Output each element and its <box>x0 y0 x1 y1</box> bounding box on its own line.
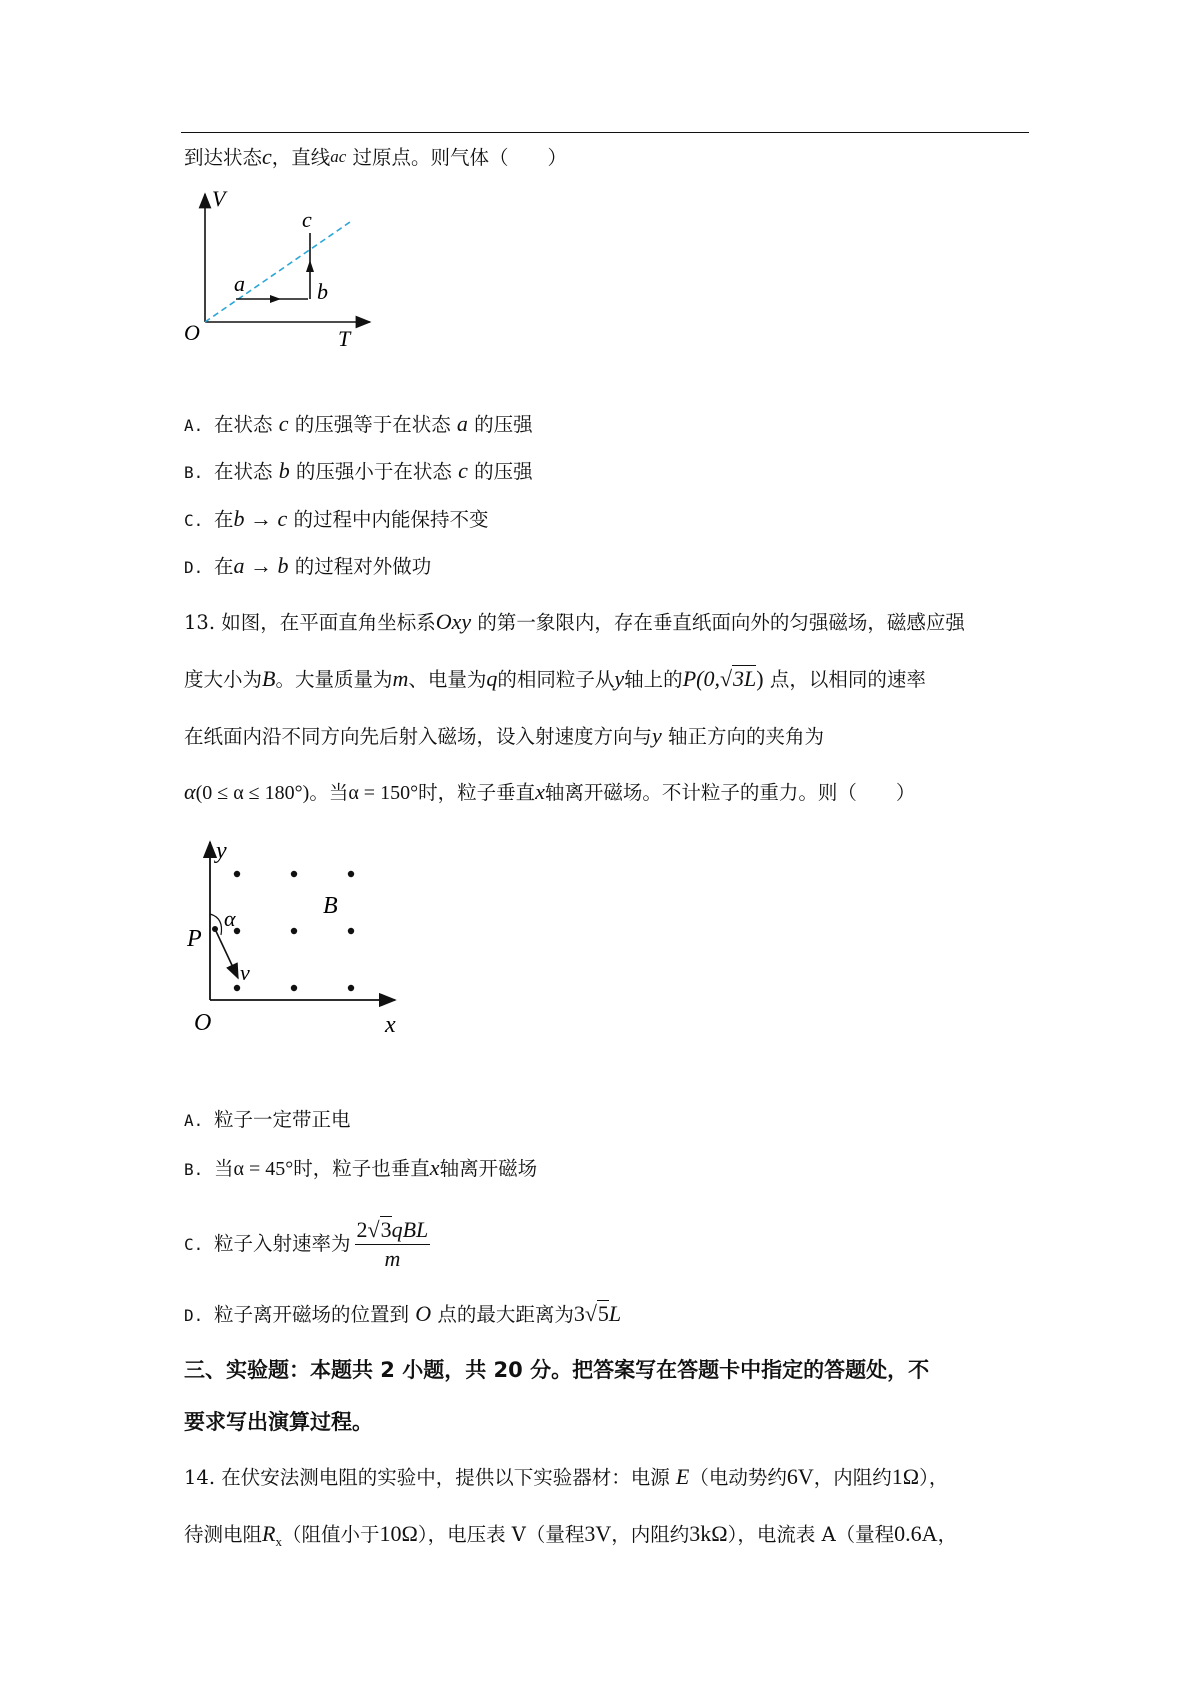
q13-stem-line2: 度大小为B。大量质量为m、电量为q的相同粒子从y轴上的P(0,√3L) 点，以相同的速率 <box>184 666 926 691</box>
t-axis-label: T <box>338 326 351 351</box>
vt-graph-figure <box>180 188 380 358</box>
q14-stem-line2: 待测电阻$R_x$（阻值小于10Ω），电压表 V（量程3V，内阻约3kΩ），电流表 A（量程0.6A， <box>184 1521 958 1549</box>
x-axis-label: x <box>385 1012 396 1036</box>
q13-option-d: D. 粒子离开磁场的位置到 O 点的最大距离为3√5L <box>184 1301 622 1326</box>
ac-dashed-line <box>205 222 350 322</box>
header-rule <box>181 132 1029 133</box>
q13-stem-line3: 在纸面内沿不同方向先后射入磁场，设入射速度方向与y 轴正方向的夹角为 <box>184 723 824 748</box>
magnetic-field-figure <box>180 836 420 1036</box>
alpha-label: α <box>224 906 236 931</box>
origin-label: O <box>194 1010 212 1036</box>
v-axis-label: V <box>212 188 226 211</box>
q12-option-c: C. 在b → c 的过程中内能保持不变 <box>184 506 489 531</box>
q12-option-b: B. 在状态 b 的压强小于在状态 c 的压强 <box>184 458 533 483</box>
section-three-heading-line2: 要求写出演算过程。 <box>184 1410 373 1434</box>
origin-label: O <box>184 320 200 345</box>
q13-option-c: C. 粒子入射速率为 $\frac{\text{2√3qBL}}{m}$ <box>184 1217 429 1271</box>
q12-option-a: A. 在状态 c 的压强等于在状态 a 的压强 <box>184 411 533 436</box>
q13-stem-line1: 13. 如图，在平面直角坐标系Oxy 的第一象限内，存在垂直纸面向外的匀强磁场，磁感应强 <box>184 609 965 634</box>
velocity-fraction: $\frac{\text{2√3qBL}}{m}$ <box>356 1217 429 1271</box>
q12-option-d: D. 在a → b 的过程对外做功 <box>184 553 432 578</box>
y-axis-label: y <box>216 838 227 864</box>
point-b-label: b <box>317 279 328 304</box>
v-label: v <box>240 960 250 985</box>
velocity-arrow <box>215 929 238 978</box>
p-label: P <box>187 926 202 952</box>
bc-arrow <box>306 260 314 272</box>
q13-option-b: B. 当α = 45°时，粒子也垂直x轴离开磁场 <box>184 1155 538 1180</box>
point-c-label: c <box>302 207 312 232</box>
section-three-heading-line1: 三、实验题：本题共 2 小题，共 20 分。把答案写在答题卡中指定的答题处，不 <box>184 1358 930 1382</box>
field-dots <box>234 871 354 991</box>
b-field-label: B <box>323 893 338 919</box>
ab-arrow <box>270 295 281 303</box>
q13-stem-line4: α(0 ≤ α ≤ 180°)。当α = 150°时，粒子垂直x轴离开磁场。不计粒子的重力。则（ ） <box>184 779 916 804</box>
q14-stem-line1: 14. 在伏安法测电阻的实验中，提供以下实验器材：电源 E（电动势约6V，内阻约1Ω）， <box>184 1464 949 1489</box>
q13-option-a: A. 粒子一定带正电 <box>184 1108 351 1131</box>
q12-stem-continuation: 到达状态c，直线ac 过原点。则气体（ ） <box>184 144 568 169</box>
point-a-label: a <box>234 271 245 296</box>
